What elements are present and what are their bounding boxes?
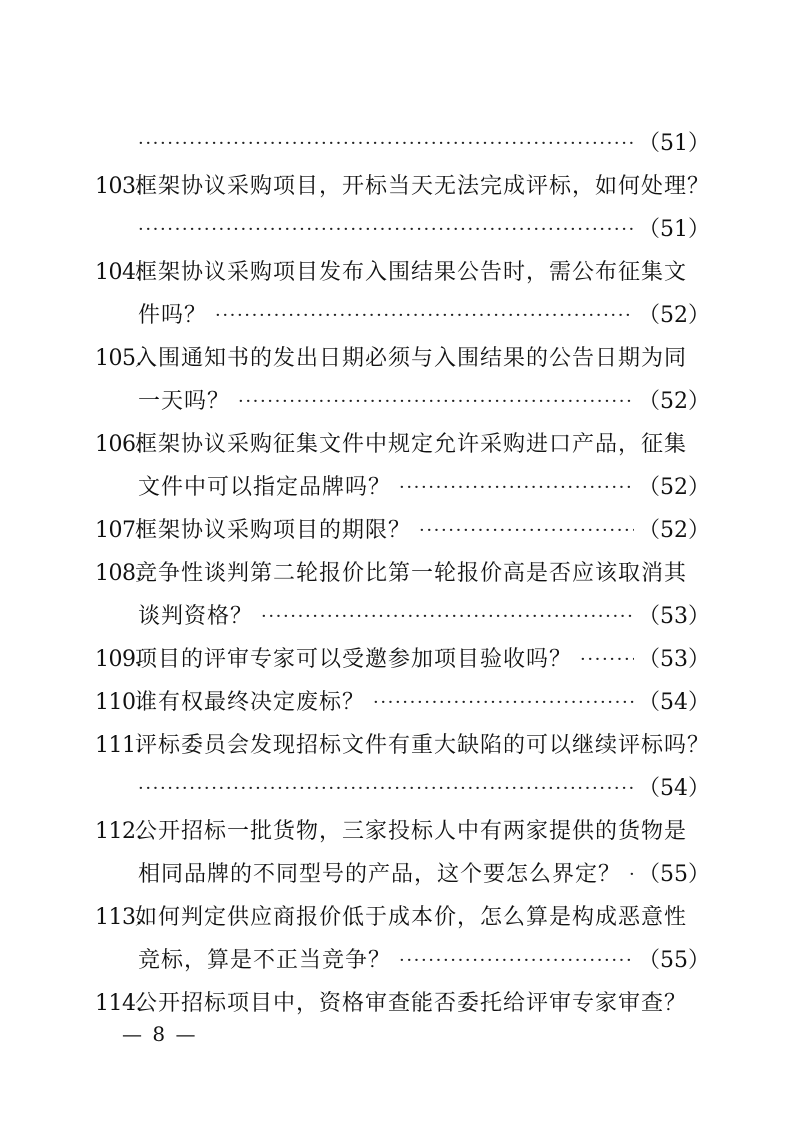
toc-entry-number: 108. [95, 561, 142, 586]
toc-entry-106-cont [138, 468, 710, 508]
toc-leader-line [138, 769, 710, 809]
toc-entry-title-cont: 竞标，算是不正当竞争？ [138, 948, 392, 973]
toc-entry-105-cont [138, 382, 710, 422]
toc-entry-number: 107. [95, 518, 142, 543]
toc-page-number: （54） [638, 690, 710, 715]
toc-entry-104 [95, 253, 710, 293]
toc-entry-title-cont: 文件中可以指定品牌吗？ [138, 475, 392, 500]
toc-entry-title: 入围通知书的发出日期必须与入围结果的公告日期为同 [135, 346, 688, 371]
toc-entry-title-cont: 件吗？ [138, 303, 208, 328]
toc-entry-number: 111. [95, 733, 142, 758]
page-footer-number: — 8 — [122, 1022, 198, 1046]
toc-entry-title-cont: 一天吗？ [138, 389, 231, 414]
toc-entry-title: 公开招标项目中，资格审查能否委托给评审专家审查？ [135, 991, 688, 1016]
toc-entry-number: 114. [95, 991, 142, 1016]
toc-entry-103 [95, 167, 710, 207]
toc-entry-108 [95, 554, 710, 594]
toc-entry-number: 109. [95, 647, 142, 672]
toc-entry-108-cont [138, 597, 710, 637]
toc-entry-111 [95, 726, 710, 766]
dot-leader [580, 640, 634, 680]
toc-entry-114 [95, 984, 710, 1024]
dot-leader [238, 382, 634, 422]
toc-entry-number: 113. [95, 905, 142, 930]
toc-entry-109 [95, 640, 710, 680]
toc-entry-112 [95, 812, 710, 852]
toc-leader-line [138, 210, 710, 250]
toc-entry-number: 104. [95, 260, 142, 285]
toc-entry-title: 评标委员会发现招标文件有重大缺陷的可以继续评标吗？ [135, 733, 711, 758]
dot-leader [138, 210, 634, 250]
toc-entry-113-cont [138, 941, 710, 981]
dot-leader [399, 468, 634, 508]
toc-entry-110 [95, 683, 710, 723]
toc-page-number: （55） [638, 862, 710, 887]
toc-entry-title: 框架协议采购项目发布入围结果公告时，需公布征集文 [135, 260, 688, 285]
toc-page-number: （54） [638, 776, 710, 801]
toc-entry-title: 框架协议采购项目的期限？ [135, 518, 412, 543]
dot-leader [419, 511, 634, 551]
dot-leader [261, 597, 634, 637]
dot-leader [399, 941, 634, 981]
toc-page-number: （55） [638, 948, 710, 973]
toc-page-number: （51） [638, 131, 710, 156]
toc-entry-title: 框架协议采购项目，开标当天无法完成评标，如何处理？ [135, 174, 711, 199]
toc-page-number: （53） [638, 604, 710, 629]
toc-entry-113 [95, 898, 710, 938]
toc-entry-107 [95, 511, 710, 551]
toc-entry-number: 105. [95, 346, 142, 371]
toc-entry-title-cont: 谈判资格？ [138, 604, 254, 629]
toc-entry-104-cont [138, 296, 710, 336]
toc-entry-title: 项目的评审专家可以受邀参加项目验收吗？ [135, 647, 573, 672]
toc-entry-title: 竞争性谈判第二轮报价比第一轮报价高是否应该取消其 [135, 561, 688, 586]
dot-leader [138, 769, 634, 809]
toc-entry-112-cont [138, 855, 710, 895]
toc-entry-106 [95, 425, 710, 465]
toc-entry-number: 110. [95, 690, 142, 715]
toc-page-number: （52） [638, 389, 710, 414]
toc-entry-number: 106. [95, 432, 142, 457]
toc-leader-line [138, 124, 710, 164]
dot-leader [629, 855, 634, 895]
toc-entry-number: 112. [95, 819, 142, 844]
toc-page-number: （52） [638, 475, 710, 500]
toc-entry-title: 如何判定供应商报价低于成本价，怎么算是构成恶意性 [135, 905, 688, 930]
toc-page-number: （53） [638, 647, 710, 672]
toc-entry-number: 103. [95, 174, 142, 199]
toc-entry-title: 公开招标一批货物，三家投标人中有两家提供的货物是 [135, 819, 688, 844]
toc-entry-title: 框架协议采购征集文件中规定允许采购进口产品，征集 [135, 432, 688, 457]
toc-entry-105 [95, 339, 710, 379]
dot-leader [215, 296, 634, 336]
toc-page-number: （51） [638, 217, 710, 242]
dot-leader [373, 683, 634, 723]
toc-page-number: （52） [638, 518, 710, 543]
toc-entry-title: 谁有权最终决定废标？ [135, 690, 366, 715]
toc-entry-title-cont: 相同品牌的不同型号的产品，这个要怎么界定？ [138, 862, 622, 887]
toc-page-number: （52） [638, 303, 710, 328]
dot-leader [138, 124, 634, 164]
